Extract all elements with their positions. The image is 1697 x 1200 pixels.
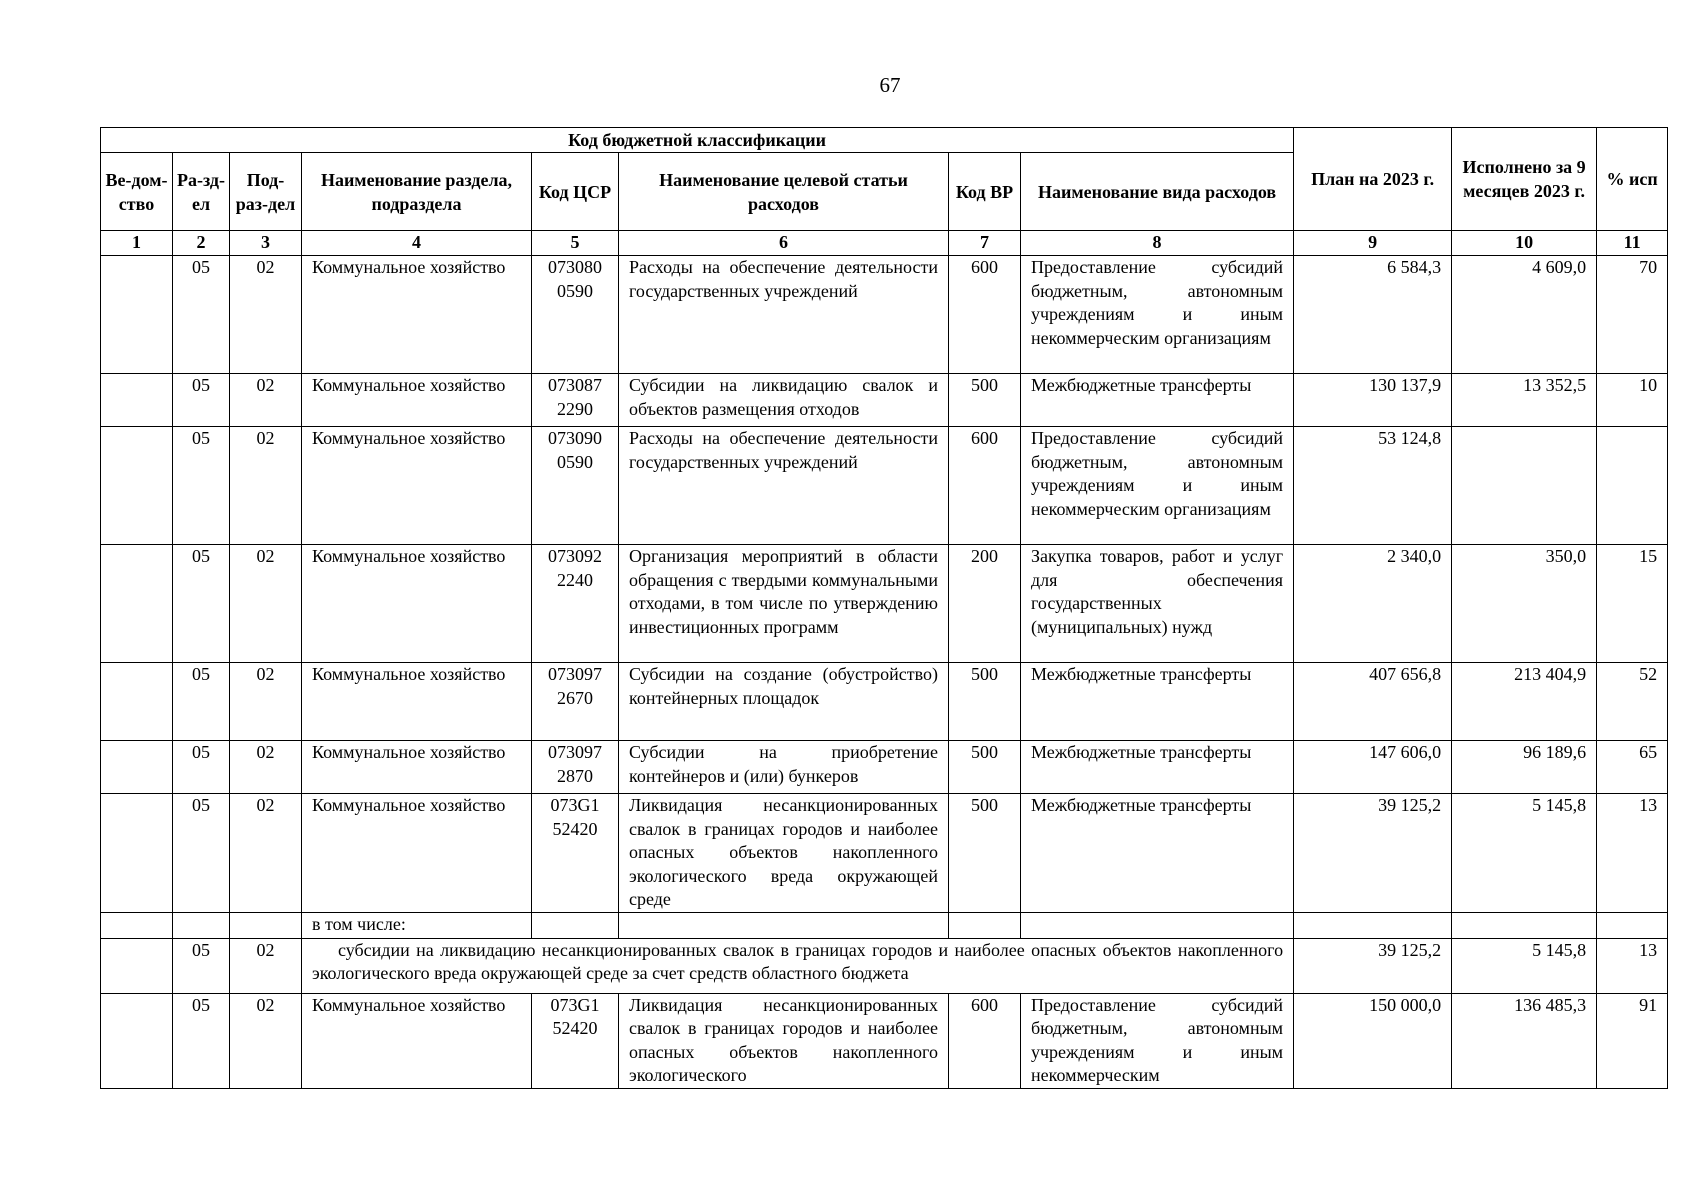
- section-name-cell: Коммунальное хозяйство: [302, 545, 532, 663]
- subsection-cell: 02: [230, 545, 302, 663]
- executed-cell: 136 485,3: [1452, 993, 1597, 1088]
- target-name-cell: Организация мероприятий в области обращения с твердыми коммунальными отходами, в том числе по утверждению инвестиционных программ: [619, 545, 949, 663]
- col-department-header: Ве-дом-ство: [101, 153, 173, 231]
- target-name-cell: Ликвидация несанкционированных свалок в границах городов и наиболее опасных объектов накопленного экологического вреда окружающей среде: [619, 794, 949, 913]
- subsection-cell: 02: [230, 427, 302, 545]
- expense-type-cell: Межбюджетные трансферты: [1021, 663, 1294, 741]
- expense-type-cell: Предоставление субсидий бюджетным, автономным учреждениям и иным некоммерческим организациям: [1021, 256, 1294, 374]
- percent-cell: 52: [1597, 663, 1668, 741]
- target-name-cell: Ликвидация несанкционированных свалок в границах городов и наиболее опасных объектов накопленного экологического: [619, 993, 949, 1088]
- including-row: [101, 912, 1668, 938]
- section-name-cell: Коммунальное хозяйство: [302, 663, 532, 741]
- plan-cell: 407 656,8: [1294, 663, 1452, 741]
- subsection-cell: 02: [230, 938, 302, 993]
- csr-cell: 073087 2290: [532, 374, 619, 427]
- section-cell: 05: [173, 545, 230, 663]
- csr-cell: 073090 0590: [532, 427, 619, 545]
- col-plan-header: План на 2023 г.: [1294, 128, 1452, 231]
- section-cell: 05: [173, 993, 230, 1088]
- plan-cell: 6 584,3: [1294, 256, 1452, 374]
- section-cell: 05: [173, 663, 230, 741]
- dept-cell: [101, 374, 173, 427]
- plan-cell: 39 125,2: [1294, 794, 1452, 913]
- percent-cell: [1597, 427, 1668, 545]
- vr-cell: 500: [949, 794, 1021, 913]
- table-row: [101, 545, 1668, 663]
- page-number: 67: [879, 73, 901, 97]
- subsection-cell: 02: [230, 663, 302, 741]
- col-executed-header: Исполнено за 9 месяцев 2023 г.: [1452, 128, 1597, 231]
- section-cell: 05: [173, 374, 230, 427]
- percent-cell: 65: [1597, 741, 1668, 794]
- percent-cell: 10: [1597, 374, 1668, 427]
- col-subsection-header: Под-раз-дел: [230, 153, 302, 231]
- sub-row: [101, 938, 1668, 993]
- section-name-cell: Коммунальное хозяйство: [302, 374, 532, 427]
- target-name-cell: Субсидии на ликвидацию свалок и объектов размещения отходов: [619, 374, 949, 427]
- section-name-cell: Коммунальное хозяйство: [302, 256, 532, 374]
- executed-cell: 5 145,8: [1452, 794, 1597, 913]
- dept-cell: [101, 256, 173, 374]
- col-csr-header: Код ЦСР: [532, 153, 619, 231]
- expense-type-cell: Закупка товаров, работ и услуг для обеспечения государственных (муниципальных) нужд: [1021, 545, 1294, 663]
- section-name-cell: Коммунальное хозяйство: [302, 794, 532, 913]
- column-number: 1: [101, 231, 173, 256]
- csr-cell: 073092 2240: [532, 545, 619, 663]
- csr-cell: 073G1 52420: [532, 993, 619, 1088]
- section-name-cell: Коммунальное хозяйство: [302, 427, 532, 545]
- subsection-cell: 02: [230, 741, 302, 794]
- plan-cell: 130 137,9: [1294, 374, 1452, 427]
- section-name-cell: Коммунальное хозяйство: [302, 741, 532, 794]
- col-section-header: Ра-зд-ел: [173, 153, 230, 231]
- column-number: 6: [619, 231, 949, 256]
- dept-cell: [101, 663, 173, 741]
- percent-cell: 13: [1597, 794, 1668, 913]
- column-number-row: [101, 231, 1668, 256]
- column-number: 8: [1021, 231, 1294, 256]
- executed-cell: 4 609,0: [1452, 256, 1597, 374]
- target-name-cell: Расходы на обеспечение деятельности государственных учреждений: [619, 427, 949, 545]
- section-cell: 05: [173, 256, 230, 374]
- target-name-cell: Субсидии на создание (обустройство) контейнерных площадок: [619, 663, 949, 741]
- table-row: [101, 993, 1668, 1088]
- vr-cell: 600: [949, 993, 1021, 1088]
- plan-cell: 150 000,0: [1294, 993, 1452, 1088]
- vr-cell: 500: [949, 741, 1021, 794]
- table-row: [101, 256, 1668, 374]
- col-section-name-header: Наименование раздела, подраздела: [302, 153, 532, 231]
- executed-cell: 96 189,6: [1452, 741, 1597, 794]
- expense-type-cell: Межбюджетные трансферты: [1021, 741, 1294, 794]
- target-name-cell: Субсидии на приобретение контейнеров и (или) бункеров: [619, 741, 949, 794]
- column-number: 11: [1597, 231, 1668, 256]
- column-number: 2: [173, 231, 230, 256]
- section-cell: 05: [173, 938, 230, 993]
- column-number: 4: [302, 231, 532, 256]
- column-number: 3: [230, 231, 302, 256]
- col-expense-type-header: Наименование вида расходов: [1021, 153, 1294, 231]
- percent-cell: 13: [1597, 938, 1668, 993]
- dept-cell: [101, 545, 173, 663]
- table-row: [101, 663, 1668, 741]
- expense-type-cell: Предоставление субсидий бюджетным, автономным учреждениям и иным некоммерческим организациям: [1021, 427, 1294, 545]
- executed-cell: 350,0: [1452, 545, 1597, 663]
- table-row: [101, 741, 1668, 794]
- column-number: 7: [949, 231, 1021, 256]
- percent-cell: 15: [1597, 545, 1668, 663]
- plan-cell: 53 124,8: [1294, 427, 1452, 545]
- vr-cell: 600: [949, 427, 1021, 545]
- expense-type-cell: Межбюджетные трансферты: [1021, 794, 1294, 913]
- column-number: 9: [1294, 231, 1452, 256]
- table-row: [101, 794, 1668, 913]
- vr-cell: 500: [949, 374, 1021, 427]
- executed-cell: 5 145,8: [1452, 938, 1597, 993]
- vr-cell: 500: [949, 663, 1021, 741]
- executed-cell: 13 352,5: [1452, 374, 1597, 427]
- executed-cell: [1452, 427, 1597, 545]
- plan-cell: 147 606,0: [1294, 741, 1452, 794]
- vr-cell: 200: [949, 545, 1021, 663]
- budget-table: [100, 127, 1668, 1089]
- col-percent-header: % исп: [1597, 128, 1668, 231]
- subsection-cell: 02: [230, 374, 302, 427]
- col-target-name-header: Наименование целевой статьи расходов: [619, 153, 949, 231]
- subsection-cell: 02: [230, 256, 302, 374]
- section-cell: 05: [173, 427, 230, 545]
- expense-type-cell: Предоставление субсидий бюджетным, автономным учреждениям и иным некоммерческим: [1021, 993, 1294, 1088]
- section-name-cell: Коммунальное хозяйство: [302, 993, 532, 1088]
- column-number: 5: [532, 231, 619, 256]
- plan-cell: 2 340,0: [1294, 545, 1452, 663]
- dept-cell: [101, 741, 173, 794]
- dept-cell: [101, 993, 173, 1088]
- csr-cell: 073097 2870: [532, 741, 619, 794]
- percent-cell: 70: [1597, 256, 1668, 374]
- csr-cell: 073G1 52420: [532, 794, 619, 913]
- percent-cell: 91: [1597, 993, 1668, 1088]
- plan-cell: 39 125,2: [1294, 938, 1452, 993]
- table-row: [101, 427, 1668, 545]
- target-name-cell: Расходы на обеспечение деятельности государственных учреждений: [619, 256, 949, 374]
- csr-cell: 073097 2670: [532, 663, 619, 741]
- subsection-cell: 02: [230, 794, 302, 913]
- vr-cell: 600: [949, 256, 1021, 374]
- column-number: 10: [1452, 231, 1597, 256]
- section-cell: 05: [173, 741, 230, 794]
- section-cell: 05: [173, 794, 230, 913]
- executed-cell: 213 404,9: [1452, 663, 1597, 741]
- budget-classification-header: Код бюджетной классификации: [101, 128, 1294, 153]
- dept-cell: [101, 794, 173, 913]
- dept-cell: [101, 427, 173, 545]
- subsection-cell: 02: [230, 993, 302, 1088]
- expense-type-cell: Межбюджетные трансферты: [1021, 374, 1294, 427]
- col-vr-header: Код ВР: [949, 153, 1021, 231]
- csr-cell: 073080 0590: [532, 256, 619, 374]
- including-label: в том числе:: [302, 912, 532, 938]
- sub-row-description: субсидии на ликвидацию несанкционированных свалок в границах городов и наиболее опасных объектов накопленного экологического вреда окружающей среде за счет средств областного бюджета: [302, 938, 1294, 993]
- table-row: [101, 374, 1668, 427]
